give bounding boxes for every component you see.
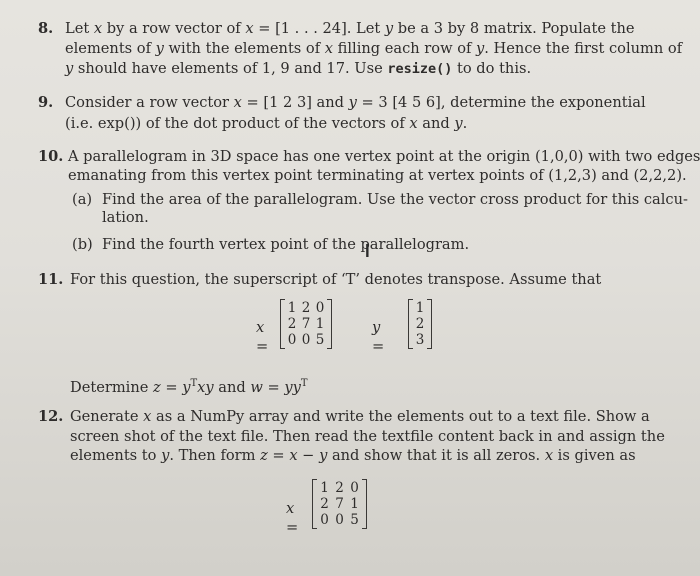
question-text-line: y should have elements of 1, 9 and 17. Use resize() to do this.: [65, 60, 532, 77]
matrix-cell: 7: [301, 316, 311, 332]
subpart-text-line: lation.: [102, 209, 149, 226]
y-vector: [408, 300, 432, 348]
question-text-line: A parallelogram in 3D space has one vertex point at the origin (1,0,0) with two edges: [68, 148, 700, 165]
question-number: 10.: [38, 148, 64, 165]
question-text-line: screen shot of the text file. Then read the textfile content back in and assign the: [70, 428, 665, 445]
subpart-label: (a): [72, 191, 93, 208]
vector-cell: 2: [415, 316, 425, 332]
matrix-cell: 0: [320, 512, 329, 528]
text-cursor-icon: [363, 243, 373, 265]
matrix-cell: 0: [287, 332, 297, 348]
matrix-cell: 2: [301, 300, 311, 316]
matrix-cell: 2: [287, 316, 297, 332]
code-snippet: resize(): [387, 61, 453, 77]
question-text-line: elements of y with the elements of x filling each row of y. Hence the first column of: [65, 40, 683, 57]
question-text-line: Determine $z = y^Txy$ and $w = yy^T$: [70, 378, 308, 396]
subpart-label: (b): [72, 236, 93, 253]
matrix-cell: 1: [287, 300, 297, 316]
matrix-cell: 5: [350, 512, 359, 528]
question-number: 12.: [38, 408, 64, 425]
matrix-cell: 5: [315, 332, 325, 348]
x-matrix: [312, 480, 367, 528]
vector-cell: 3: [415, 332, 425, 348]
question-number: 11.: [38, 271, 64, 288]
matrix-cell: 1: [320, 480, 329, 496]
matrix-cell: 2: [320, 496, 329, 512]
matrix-cell: 7: [335, 496, 344, 512]
vector-cell: 1: [415, 300, 425, 316]
vector-label: y =: [372, 319, 385, 355]
matrix-label: x =: [256, 319, 269, 355]
question-number: 8.: [38, 20, 54, 37]
matrix-cell: 0: [350, 480, 359, 496]
question-text-line: Generate x as a NumPy array and write the elements out to a text file. Show a: [70, 408, 650, 425]
question-text-line: For this question, the superscript of ‘T’ denotes transpose. Assume that: [70, 271, 602, 288]
matrix-label: x =: [286, 500, 299, 536]
matrix-cell: 0: [315, 300, 325, 316]
matrix-cell: 0: [335, 512, 344, 528]
matrix-cell: 0: [301, 332, 311, 348]
subpart-text-line: Find the area of the parallelogram. Use the vector cross product for this calcu-: [102, 191, 688, 208]
matrix-cell: 1: [315, 316, 325, 332]
x-matrix: [280, 300, 332, 348]
question-number: 9.: [38, 94, 54, 111]
question-text-line: elements to y. Then form z = x − y and show that it is all zeros. x is given as: [70, 447, 636, 464]
question-text-line: emanating from this vertex point terminating at vertex points of (1,2,3) and (2,2,2).: [68, 167, 687, 184]
question-text-line: (i.e. exp()) of the dot product of the vectors of x and y.: [65, 115, 468, 132]
subpart-text-line: Find the fourth vertex point of the parallelogram.: [102, 236, 470, 253]
matrix-cell: 1: [350, 496, 359, 512]
matrix-cell: 2: [335, 480, 344, 496]
question-text-line: Let x by a row vector of x = [1 . . . 24]. Let y be a 3 by 8 matrix. Populate the: [65, 20, 635, 37]
question-text-line: Consider a row vector x = [1 2 3] and y = 3 [4 5 6], determine the exponential: [65, 94, 646, 111]
